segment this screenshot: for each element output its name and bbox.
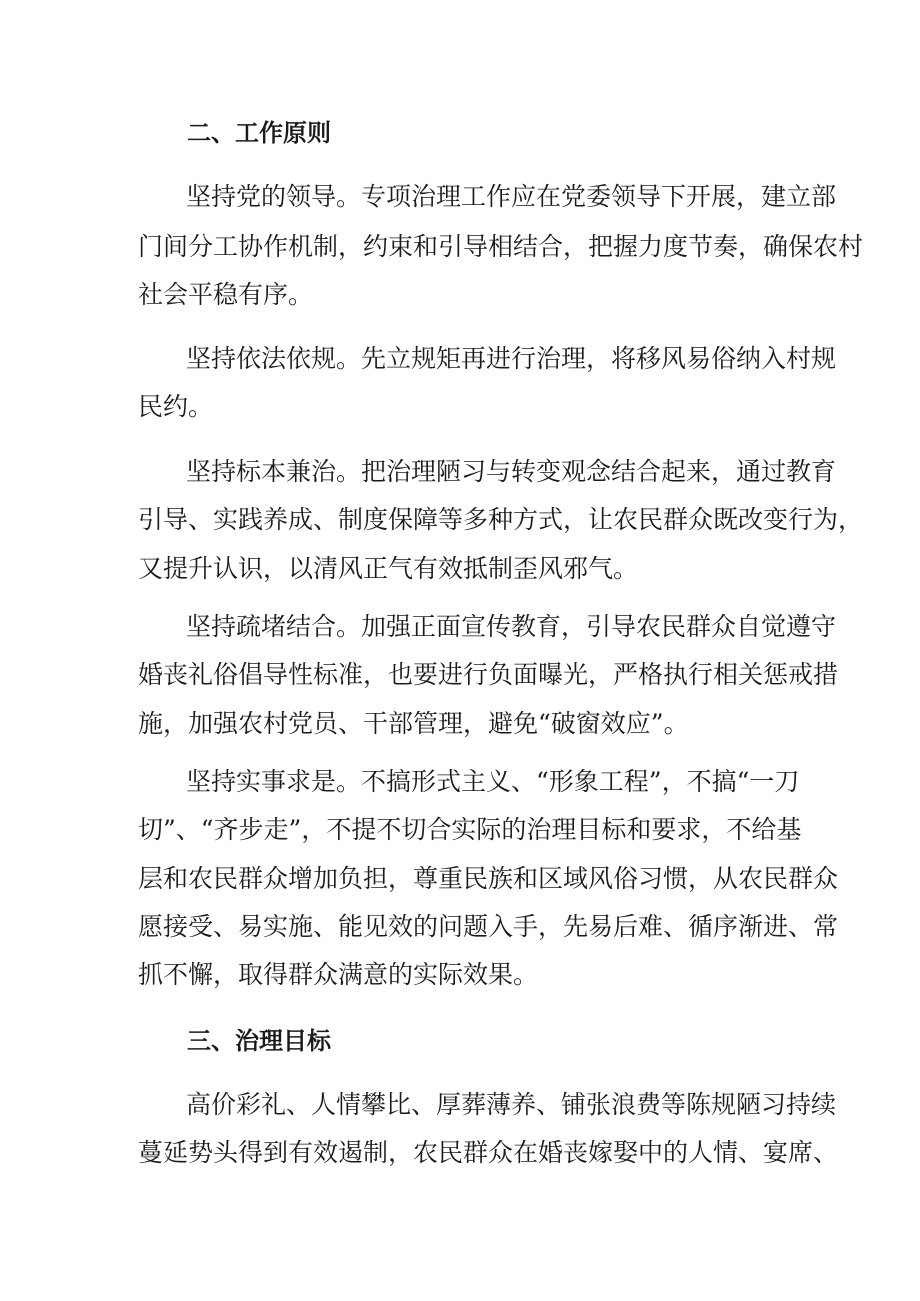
- paragraph-line: 抓不懈，取得群众满意的实际效果。: [138, 960, 539, 989]
- paragraph-line: 引导、实践养成、制度保障等多种方式，让农民群众既改变行为，: [138, 505, 864, 534]
- section-heading: 二、工作原则: [187, 119, 331, 147]
- paragraph-line: 门间分工协作机制，约束和引导相结合，把握力度节奏，确保农村: [138, 232, 864, 261]
- paragraph-line: 层和农民群众增加负担，尊重民族和区域风俗习惯，从农民群众: [138, 864, 839, 893]
- paragraph-line: 坚持标本兼治。把治理陋习与转变观念结合起来，通过教育: [186, 457, 837, 486]
- paragraph-line: 坚持疏堵结合。加强正面宣传教育，引导农民群众自觉遵守: [186, 612, 837, 641]
- paragraph-line: 高价彩礼、人情攀比、厚葬薄养、铺张浪费等陈规陋习持续: [186, 1090, 837, 1119]
- section-heading: 三、治理目标: [187, 1027, 331, 1055]
- paragraph-line: 民约。: [138, 392, 214, 421]
- paragraph-line: 施，加强农村党员、干部管理，避免“破窗效应”。: [138, 709, 689, 738]
- paragraph-line: 婚丧礼俗倡导性标准，也要进行负面曝光，严格执行相关惩戒措: [138, 660, 839, 689]
- paragraph-line: 又提升认识，以清风正气有效抵制歪风邪气。: [138, 554, 639, 583]
- paragraph-line: 蔓延势头得到有效遏制，农民群众在婚丧嫁娶中的人情、宴席、: [138, 1138, 839, 1167]
- paragraph-line: 社会平稳有序。: [138, 280, 314, 309]
- paragraph-line: 愿接受、易实施、能见效的问题入手，先易后难、循序渐进、常: [138, 912, 839, 941]
- paragraph-line: 切”、“齐步走”，不提不切合实际的治理目标和要求，不给基: [138, 815, 802, 844]
- paragraph-line: 坚持实事求是。不搞形式主义、“形象工程”，不搞“一刀: [186, 767, 800, 796]
- paragraph-line: 坚持党的领导。专项治理工作应在党委领导下开展，建立部: [186, 182, 837, 211]
- paragraph-line: 坚持依法依规。先立规矩再进行治理，将移风易俗纳入村规: [186, 344, 837, 373]
